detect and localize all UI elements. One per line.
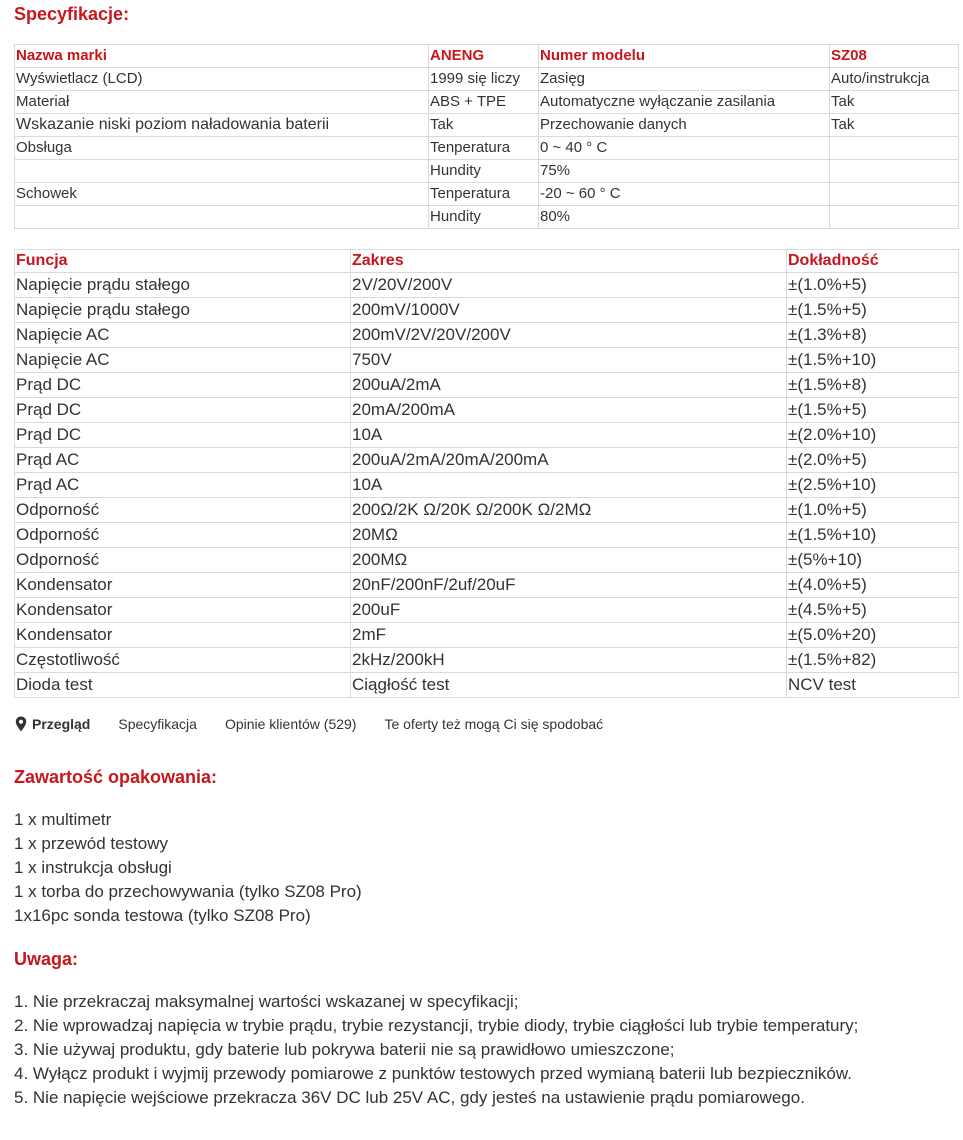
spec-cell: -20 ~ 60 ° C [539, 183, 830, 206]
range-cell: 20mA/200mA [351, 398, 787, 423]
function-table-row [15, 373, 959, 398]
spec-cell: Tak [830, 91, 959, 114]
location-pin-icon [14, 716, 28, 732]
accuracy-cell: ±(1.5%+8) [787, 373, 959, 398]
accuracy-cell: ±(5%+10) [787, 548, 959, 573]
package-item: 1 x multimetr [14, 810, 112, 829]
function-cell: Prąd DC [15, 373, 351, 398]
function-table-header [15, 250, 959, 273]
range-cell: 200uA/2mA/20mA/200mA [351, 448, 787, 473]
function-cell: Prąd DC [15, 398, 351, 423]
spec-cell: Obsługa [15, 137, 429, 160]
function-cell: Kondensator [15, 598, 351, 623]
spec-cell: Hundity [429, 206, 539, 229]
range-cell: 2kHz/200kH [351, 648, 787, 673]
note-title: Uwaga: [14, 949, 79, 969]
product-tabs [14, 714, 631, 734]
range-cell: 200MΩ [351, 548, 787, 573]
accuracy-cell: ±(2.0%+10) [787, 423, 959, 448]
accuracy-cell: ±(5.0%+20) [787, 623, 959, 648]
function-table-row [15, 623, 959, 648]
function-table-row [15, 523, 959, 548]
accuracy-cell: NCV test [787, 673, 959, 698]
spec-table-row [15, 206, 959, 229]
function-table-row [15, 323, 959, 348]
spec-cell: SZ08 [830, 45, 959, 68]
spec-table-row [15, 137, 959, 160]
spec-cell [15, 206, 429, 229]
spec-cell: Nazwa marki [15, 45, 429, 68]
function-table-row [15, 423, 959, 448]
spec-cell [830, 183, 959, 206]
function-table-row [15, 548, 959, 573]
header-accuracy: Dokładność [787, 250, 959, 273]
function-cell: Dioda test [15, 673, 351, 698]
function-cell: Prąd AC [15, 473, 351, 498]
function-table-row [15, 598, 959, 623]
accuracy-cell: ±(4.0%+5) [787, 573, 959, 598]
spec-cell: 80% [539, 206, 830, 229]
spec-cell [15, 160, 429, 183]
accuracy-cell: ±(1.5%+5) [787, 298, 959, 323]
spec-cell: Tenperatura [429, 183, 539, 206]
spec-table [14, 44, 959, 229]
spec-cell: 1999 się liczy [429, 68, 539, 91]
spec-cell: Auto/instrukcja [830, 68, 959, 91]
range-cell: 2mF [351, 623, 787, 648]
function-table-row [15, 498, 959, 523]
spec-cell: Hundity [429, 160, 539, 183]
package-item: 1x16pc sonda testowa (tylko SZ08 Pro) [14, 906, 311, 925]
spec-cell: Tenperatura [429, 137, 539, 160]
tab-specification[interactable]: Specyfikacja [118, 716, 197, 732]
tab-overview-label: Przegląd [32, 716, 91, 732]
function-cell: Odporność [15, 523, 351, 548]
spec-table-row [15, 91, 959, 114]
spec-table-row [15, 68, 959, 91]
note-item: 3. Nie używaj produktu, gdy baterie lub pokrywa baterii nie są prawidłowo umieszczone; [14, 1040, 675, 1059]
spec-cell: Tak [830, 114, 959, 137]
function-table-row [15, 573, 959, 598]
function-cell: Kondensator [15, 623, 351, 648]
package-item: 1 x instrukcja obsługi [14, 858, 172, 877]
spec-cell [830, 160, 959, 183]
accuracy-cell: ±(1.0%+5) [787, 273, 959, 298]
accuracy-cell: ±(1.5%+5) [787, 398, 959, 423]
range-cell: 10A [351, 423, 787, 448]
package-item: 1 x przewód testowy [14, 834, 169, 853]
range-cell: 200mV/2V/20V/200V [351, 323, 787, 348]
function-cell: Prąd AC [15, 448, 351, 473]
function-cell: Napięcie prądu stałego [15, 298, 351, 323]
spec-table-header [15, 45, 959, 68]
note-item: 5. Nie napięcie wejściowe przekracza 36V DC lub 25V AC, gdy jesteś na ustawienie prądu pomiarowego. [14, 1088, 805, 1107]
accuracy-cell: ±(1.5%+82) [787, 648, 959, 673]
spec-table-row [15, 183, 959, 206]
function-cell: Prąd DC [15, 423, 351, 448]
tab-reviews[interactable]: Opinie klientów (529) [224, 716, 357, 732]
accuracy-cell: ±(1.3%+8) [787, 323, 959, 348]
function-cell: Kondensator [15, 573, 351, 598]
function-cell: Napięcie prądu stałego [15, 273, 351, 298]
package-title: Zawartość opakowania: [14, 767, 218, 787]
range-cell: 2V/20V/200V [351, 273, 787, 298]
accuracy-cell: ±(4.5%+5) [787, 598, 959, 623]
function-table-row [15, 348, 959, 373]
function-table [14, 249, 959, 698]
range-cell: Ciągłość test [351, 673, 787, 698]
function-cell: Częstotliwość [15, 648, 351, 673]
function-cell: Napięcie AC [15, 323, 351, 348]
range-cell: 20MΩ [351, 523, 787, 548]
spec-cell: Zasięg [539, 68, 830, 91]
spec-cell: Wyświetlacz (LCD) [15, 68, 429, 91]
spec-cell [830, 206, 959, 229]
spec-cell: Schowek [15, 183, 429, 206]
spec-cell: Wskazanie niski poziom naładowania baterii [15, 114, 429, 137]
header-function: Funcja [15, 250, 351, 273]
range-cell: 20nF/200nF/2uf/20uF [351, 573, 787, 598]
accuracy-cell: ±(1.5%+10) [787, 348, 959, 373]
note-item: 1. Nie przekraczaj maksymalnej wartości wskazanej w specyfikacji; [14, 992, 519, 1011]
range-cell: 200uF [351, 598, 787, 623]
function-table-row [15, 298, 959, 323]
function-table-row [15, 448, 959, 473]
spec-cell: Materiał [15, 91, 429, 114]
spec-cell: Automatyczne wyłączanie zasilania [539, 91, 830, 114]
function-cell: Odporność [15, 498, 351, 523]
tab-recommendations[interactable]: Te oferty też mogą Ci się spodobać [384, 716, 604, 732]
tab-overview[interactable] [14, 716, 90, 732]
package-list [14, 808, 958, 928]
spec-cell: ANENG [429, 45, 539, 68]
spec-cell: Przechowanie danych [539, 114, 830, 137]
spec-title: Specyfikacje: [14, 4, 130, 24]
function-table-row [15, 273, 959, 298]
function-table-scroll[interactable] [14, 249, 958, 694]
spec-cell [830, 137, 959, 160]
header-range: Zakres [351, 250, 787, 273]
function-table-row [15, 648, 959, 673]
spec-table-row [15, 114, 959, 137]
spec-cell: Numer modelu [539, 45, 830, 68]
range-cell: 10A [351, 473, 787, 498]
spec-cell: Tak [429, 114, 539, 137]
spec-table-row [15, 160, 959, 183]
note-item: 4. Wyłącz produkt i wyjmij przewody pomiarowe z punktów testowych przed wymianą baterii lub bezpieczników. [14, 1064, 852, 1083]
accuracy-cell: ±(2.5%+10) [787, 473, 959, 498]
range-cell: 200Ω/2K Ω/20K Ω/200K Ω/2MΩ [351, 498, 787, 523]
accuracy-cell: ±(1.5%+10) [787, 523, 959, 548]
function-table-row [15, 673, 959, 698]
accuracy-cell: ±(2.0%+5) [787, 448, 959, 473]
function-cell: Napięcie AC [15, 348, 351, 373]
function-table-row [15, 473, 959, 498]
range-cell: 750V [351, 348, 787, 373]
spec-cell: ABS + TPE [429, 91, 539, 114]
note-list [14, 990, 958, 1110]
range-cell: 200uA/2mA [351, 373, 787, 398]
note-item: 2. Nie wprowadzaj napięcia w trybie prądu, trybie rezystancji, trybie diody, trybie ciągłości lub trybie temperatury; [14, 1016, 859, 1035]
spec-cell: 75% [539, 160, 830, 183]
range-cell: 200mV/1000V [351, 298, 787, 323]
function-table-row [15, 398, 959, 423]
function-cell: Odporność [15, 548, 351, 573]
accuracy-cell: ±(1.0%+5) [787, 498, 959, 523]
package-item: 1 x torba do przechowywania (tylko SZ08 Pro) [14, 882, 362, 901]
spec-cell: 0 ~ 40 ° C [539, 137, 830, 160]
